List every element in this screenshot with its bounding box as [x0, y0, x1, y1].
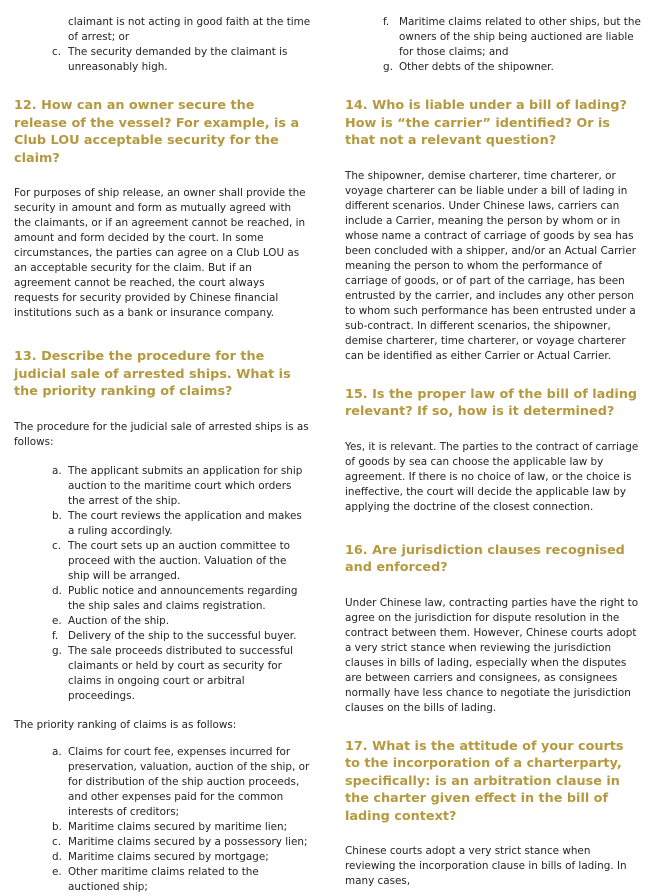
list-item: c. The security demanded by the claimant is unreasonably high. — [52, 46, 288, 73]
question-17-answer: Chinese courts adopt a very strict stance when reviewing the incorporation clause in bills of lading. In many cases, — [345, 845, 627, 887]
list-item: f. Maritime claims related to other ships, but the owners of the ship being auctioned are liable for those claims; and — [383, 16, 641, 58]
right-column — [345, 0, 641, 889]
question-17-heading: 17. What is the attitude of your courts to the incorporation of a charterparty, specifically: is an arbitration clause in the charter given effect in the bill of lading context? — [345, 738, 624, 824]
list-item: b. Maritime claims secured by maritime lien; — [52, 820, 288, 833]
list-item — [14, 15, 311, 45]
list-item: e. Other maritime claims related to the auctioned ship; — [52, 865, 259, 893]
carry-over-list — [345, 15, 641, 75]
list-item: d. Maritime claims secured by mortgage; — [52, 850, 269, 863]
list-item-text: The security demanded by the claimant is unreasonably high. — [68, 46, 288, 73]
list-item: b. The court reviews the application and makes a ruling accordingly. — [52, 509, 302, 537]
carry-over-list — [14, 15, 311, 75]
list-item: f. Delivery of the ship to the successful buyer. — [52, 629, 297, 642]
left-column — [14, 0, 311, 895]
question-15-heading: 15. Is the proper law of the bill of lading relevant? If so, how is it determined? — [345, 386, 638, 419]
list-item: c. Maritime claims secured by a possessory lien; — [52, 835, 308, 848]
judicial-sale-steps — [14, 464, 311, 704]
list-item: a. Claims for court fee, expenses incurred for preservation, valuation, auction of the ship, or for distribution of the ship auction proceeds, and other expenses paid for the common interests of creditors; — [52, 745, 310, 818]
list-item: c. The court sets up an auction committee to proceed with the auction. Valuation of the ship will be arranged. — [52, 539, 291, 582]
judicial-sale-intro: The procedure for the judicial sale of arrested ships is as follows: — [14, 420, 309, 448]
priority-ranking-intro: The priority ranking of claims is as follows: — [14, 718, 237, 731]
list-item: g. The sale proceeds distributed to successful claimants or held by court as security for claims in ongoing court or arbitral proceedings. — [52, 644, 293, 702]
list-item: e. Auction of the ship. — [52, 614, 170, 627]
list-item: g. Other debts of the shipowner. — [383, 61, 554, 73]
priority-ranking-list — [14, 745, 311, 895]
question-16-answer: Under Chinese law, contracting parties have the right to agree on the jurisdiction for dispute resolution in the contract between them. However, Chinese courts adopt a very strict stance when reviewing the jurisdiction clauses in bills of lading, especially when the disputes are between carriers and consignees, as consignees normally have less chance to negotiate the jurisdiction clauses on the bills of lading. — [345, 596, 639, 714]
question-16-heading: 16. Are jurisdiction clauses recognised and enforced? — [345, 542, 625, 575]
question-14-answer: The shipowner, demise charterer, time charterer, or voyage charterer can be liable under a bill of lading in different scenarios. Under Chinese laws, carriers can include a Carrier, meaning the person by whom or in whose name a contract of carriage of goods by sea has been concluded with a shipper, and/or an Actual Carrier meaning the person to whom the performance of carriage of goods, or of part of the carriage, has been entrusted by the carrier, and includes any other person to whom such performance has been entrusted under a sub-contract. In different scenarios, the shipowner, demise charterer, time charterer, or voyage charterer can be identified as either Carrier or Actual Carrier. — [345, 169, 636, 362]
list-item-text: claimant is not acting in good faith at the time of arrest; or — [68, 16, 311, 43]
question-15-answer: Yes, it is relevant. The parties to the contract of carriage of goods by sea can choose the applicable law by agreement. If there is no choice of law, or the choice is ineffective, the court will decide the applicable law by applying the doctrine of the closest connection. — [345, 440, 639, 513]
question-13-heading: 13. Describe the procedure for the judicial sale of arrested ships. What is the priority ranking of claims? — [14, 349, 291, 399]
question-12-heading: 12. How can an owner secure the release of the vessel? For example, is a Club LOU acceptable security for the claim? — [14, 98, 300, 166]
question-14-heading: 14. Who is liable under a bill of lading? How is “the carrier” identified? Or is that not a relevant question? — [345, 98, 627, 148]
question-12-answer: For purposes of ship release, an owner shall provide the security in amount and form as mutually agreed with the claimants, or if an agreement cannot be reached, in amount and form decided by the court. In some circumstances, the parties can agree on a Club LOU as an acceptable security for the claim. But if an agreement cannot be reached, the court always requests for security provided by Chinese financial institutions such as a bank or insurance company. — [14, 187, 306, 319]
list-item: a. The applicant submits an application for ship auction to the maritime court which orders the arrest of the ship. — [52, 464, 303, 507]
list-item: d. Public notice and announcements regarding the ship sales and claims registration. — [52, 584, 298, 612]
